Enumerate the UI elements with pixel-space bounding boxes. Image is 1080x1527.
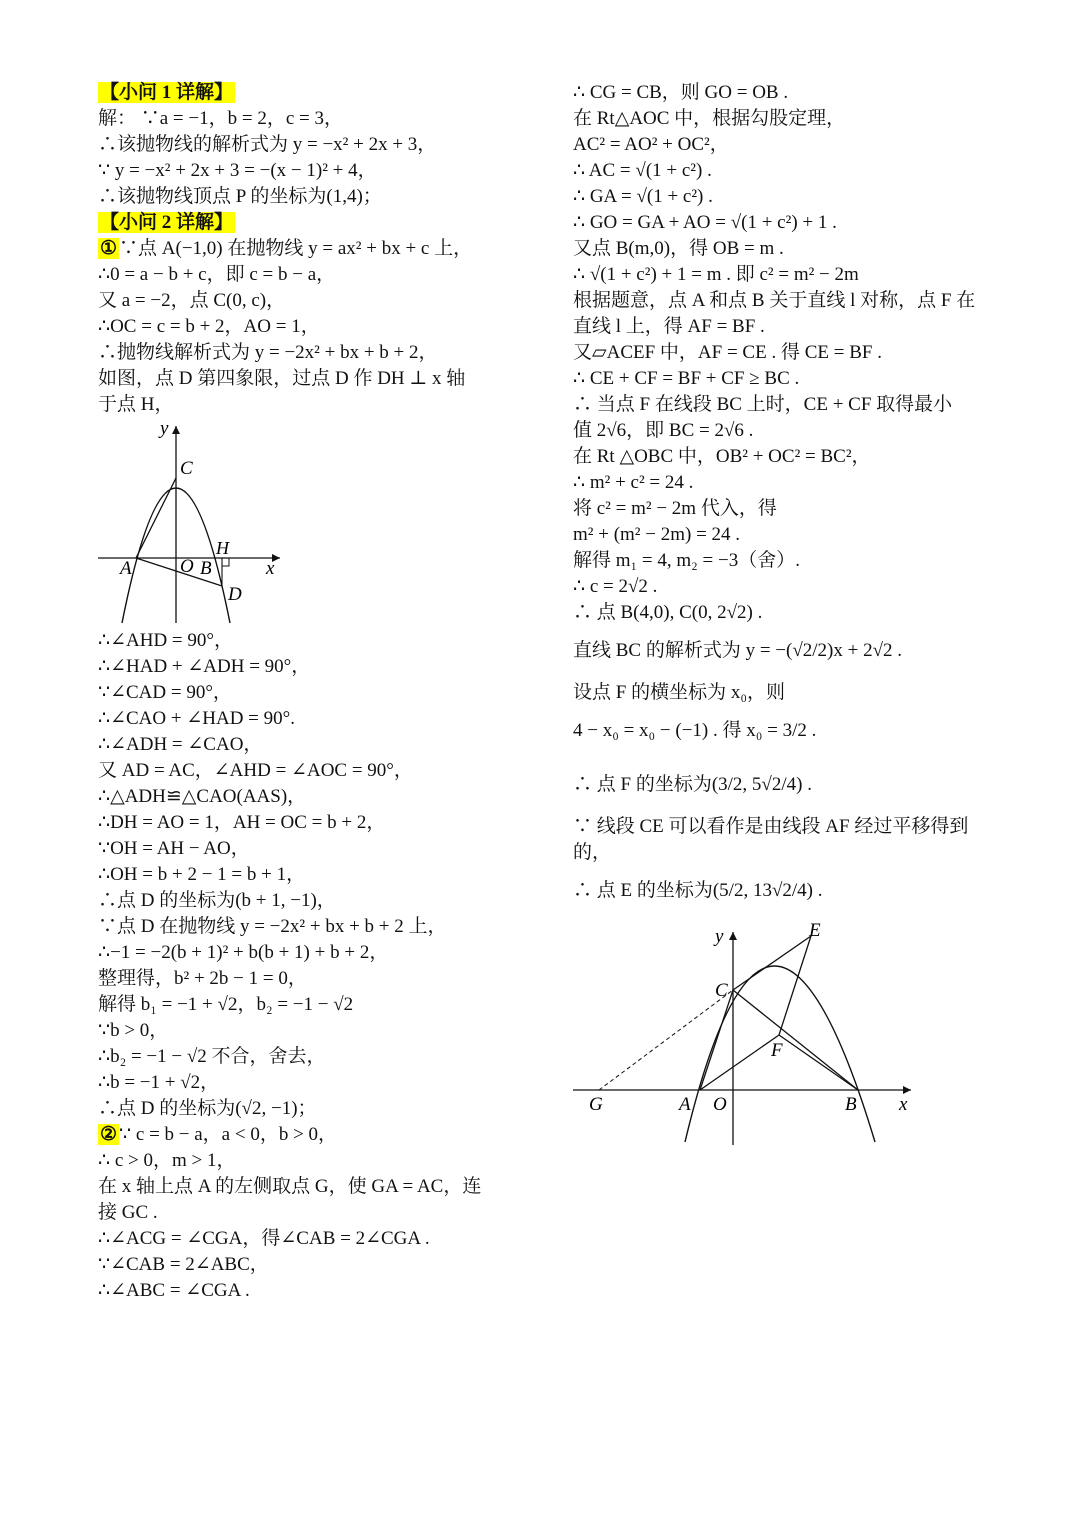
left-line [98,1018,538,1044]
line-text: ∴0 = a − b + c，即 c = b − a， [98,264,336,285]
fig1-label-b: B [200,558,212,579]
left-line [98,262,538,288]
fig2-label-y: y [715,926,724,947]
line-text: ∴∠AHD = 90°， [98,630,233,651]
line-text: 如图，点 D 第四象限，过点 D 作 DH ⊥ x 轴 [98,368,466,389]
left-line [98,236,538,262]
right-line [573,158,993,184]
fig2-label-g: G [589,1094,603,1115]
line-text: ∵∠CAB = 2∠ABC， [98,1254,269,1275]
line-text: ∵ c = b − a，a < 0，b > 0， [119,1124,338,1145]
line-text: ∵b > 0， [98,1020,169,1041]
right-line [573,548,993,574]
left-line [98,628,538,654]
left-line [98,1044,538,1070]
right-line [573,262,993,288]
fig2-label-b: B [845,1094,857,1115]
right-line [573,706,993,760]
left-line [98,732,538,758]
line-text: 在 x 轴上点 A 的左侧取点 G，使 GA = AC，连 [98,1176,482,1197]
right-line [573,760,993,814]
line-text: 又 a = −2，点 C(0, c)， [98,290,286,311]
fig2-label-x: x [899,1094,908,1115]
line-text: ∴DH = AO = 1，AH = OC = b + 2， [98,812,386,833]
line-text: 直线 BC 的解析式为 y = −(√2/2)x + 2√2 . [573,640,903,661]
line-text: ∴ c = 2√2 . [573,576,658,597]
left-line [98,1174,538,1200]
line-text: ∴ 当点 F 在线段 BC 上时，CE + CF 取得最小 [573,394,953,415]
right-line [573,210,993,236]
left-line [98,966,538,992]
line-text: 又▱ACEF 中，AF = CE . 得 CE = BF . [573,342,882,363]
right-line [573,288,993,314]
right-line [573,444,993,470]
right-line [573,522,993,548]
line-text: ∵点 D 在抛物线 y = −2x² + bx + b + 2 上， [98,916,447,937]
line-text: ∴ CG = CB，则 GO = OB . [573,82,789,103]
left-line [98,1148,538,1174]
line-text: ∴∠CAO + ∠HAD = 90°. [98,708,295,729]
right-line [573,680,993,706]
line-text: ∵OH = AH − AO， [98,838,250,859]
line-text: 解得 b₁ = −1 + √2，b₂ = −1 − √2 [98,994,354,1015]
left-line [98,1070,538,1096]
line-text: ∴∠ADH = ∠CAO， [98,734,263,755]
fig1-label-d: D [228,584,242,605]
right-line [573,392,993,418]
fig2-label-a: A [679,1094,691,1115]
fig2-label-c: C [715,980,728,1001]
line-text: ∴ c > 0，m > 1， [98,1150,236,1171]
fig1-label-h: H [216,538,229,558]
left-line [98,914,538,940]
left-line [98,106,538,132]
left-line [98,1252,538,1278]
line-text: ∴该抛物线的解析式为 y = −x² + 2x + 3， [98,134,437,155]
line-text: ∴ CE + CF = BF + CF ≥ BC . [573,368,800,389]
line-text: ∴ 点 E 的坐标为(5/2, 13√2/4) . [573,880,823,901]
line-text: ∴点 D 的坐标为(b + 1, −1)， [98,890,336,911]
line-text: ∴ 点 B(4,0), C(0, 2√2) . [573,602,763,623]
right-line [573,132,993,158]
left-line [98,132,538,158]
fig1-label-a: A [120,558,132,579]
line-text: ∴OH = b + 2 − 1 = b + 1， [98,864,306,885]
line-text: 又 AD = AC，∠AHD = ∠AOC = 90°， [98,760,413,781]
highlight-mark: 【小问 1 详解】 [100,82,234,103]
fig1-label-y: y [160,418,169,439]
left-line [98,1200,538,1226]
fig2-label-o: O [713,1094,727,1115]
left-line [98,862,538,888]
left-line [98,836,538,862]
left-line [98,340,538,366]
line-text: ∵ 线段 CE 可以看作是由线段 AF 经过平移得到 [573,816,969,837]
left-line [98,314,538,340]
right-line [573,106,993,132]
right-line [573,496,993,522]
line-text: ∴OC = c = b + 2，AO = 1， [98,316,320,337]
line-text: ∵∠CAD = 90°， [98,682,232,703]
fig1-label-x: x [266,558,275,579]
line-text: 整理得，b² + 2b − 1 = 0， [98,968,307,989]
line-text: AC² = AO² + OC²， [573,134,729,155]
left-line [98,288,538,314]
right-line [573,840,993,866]
left-line [98,366,538,392]
left-line [98,1096,538,1122]
figure-parabola-acef [573,920,933,1150]
line-text: ∴b = −1 + √2， [98,1072,220,1093]
right-line [573,866,993,920]
right-line [573,340,993,366]
line-text: ∴ AC = √(1 + c²) . [573,160,712,181]
line-text: ∴b₂ = −1 − √2 不合，舍去， [98,1046,326,1067]
line-text: 在 Rt△AOC 中，根据勾股定理， [573,108,846,129]
line-text: ∴ m² + c² = 24 . [573,472,694,493]
line-text: ∴ √(1 + c²) + 1 = m . 即 c² = m² − 2m [573,264,859,285]
line-text: 设点 F 的横坐标为 x₀，则 [573,682,785,703]
line-text: ∴∠ACG = ∠CGA，得∠CAB = 2∠CGA . [98,1228,430,1249]
left-line [98,158,538,184]
line-text: 解： ∵a = −1，b = 2，c = 3， [98,108,343,129]
line-text: ∴抛物线解析式为 y = −2x² + bx + b + 2， [98,342,438,363]
line-text: ∴−1 = −2(b + 1)² + b(b + 1) + b + 2， [98,942,389,963]
line-text: 根据题意，点 A 和点 B 关于直线 l 对称，点 F 在 [573,290,976,311]
left-line [98,184,538,210]
line-text: 将 c² = m² − 2m 代入，得 [573,498,777,519]
fig2-label-f: F [771,1040,783,1061]
line-text: ∴该抛物线顶点 P 的坐标为(1,4)； [98,186,382,207]
line-text: 直线 l 上，得 AF = BF . [573,316,765,337]
left-line [98,992,538,1018]
right-line [573,184,993,210]
right-line [573,600,993,626]
right-line [573,80,993,106]
line-text: 接 GC . [98,1202,158,1223]
fig1-label-c: C [180,458,193,479]
line-text: ∵点 A(−1,0) 在抛物线 y = ax² + bx + c 上， [119,238,473,259]
left-line [98,654,538,680]
left-line [98,392,538,418]
line-text: 的， [573,842,612,863]
left-line [98,80,538,106]
line-text: ∴点 D 的坐标为(√2, −1)； [98,1098,317,1119]
highlight-mark: ② [100,1124,118,1145]
line-text: ∴△ADH≌△CAO(AAS)， [98,786,307,807]
line-text: 值 2√6，即 BC = 2√6 . [573,420,754,441]
left-line [98,888,538,914]
right-column [573,80,993,1150]
left-line [98,1122,538,1148]
fig2-label-e: E [809,920,821,941]
highlight-mark: ① [100,238,118,259]
figure-parabola-adh [98,418,298,628]
left-line [98,706,538,732]
line-text: 解得 m₁ = 4, m₂ = −3（舍）. [573,550,800,571]
right-line [573,626,993,680]
left-line [98,758,538,784]
fig1-label-o: O [180,556,194,577]
line-text: ∴ GO = GA + AO = √(1 + c²) + 1 . [573,212,837,233]
line-text: ∴ GA = √(1 + c²) . [573,186,713,207]
line-text: 又点 B(m,0)，得 OB = m . [573,238,784,259]
line-text: m² + (m² − 2m) = 24 . [573,524,741,545]
line-text: ∴∠HAD + ∠ADH = 90°， [98,656,311,677]
line-text: ∴∠ABC = ∠CGA . [98,1280,250,1301]
left-line [98,1226,538,1252]
line-text: ∴ 点 F 的坐标为(3/2, 5√2/4) . [573,774,812,795]
left-line [98,680,538,706]
right-line [573,814,993,840]
left-line [98,210,538,236]
right-line [573,470,993,496]
line-text: 于点 H， [98,394,174,415]
right-line [573,418,993,444]
left-column [98,80,538,1304]
right-line [573,236,993,262]
left-line [98,1278,538,1304]
line-text: 在 Rt △OBC 中，OB² + OC² = BC²， [573,446,871,467]
left-line [98,810,538,836]
right-line [573,314,993,340]
right-line [573,366,993,392]
left-line [98,940,538,966]
highlight-mark: 【小问 2 详解】 [100,212,234,233]
line-text: ∵ y = −x² + 2x + 3 = −(x − 1)² + 4， [98,160,377,181]
left-line [98,784,538,810]
right-line [573,574,993,600]
line-text: 4 − x₀ = x₀ − (−1) . 得 x₀ = 3/2 . [573,720,817,741]
